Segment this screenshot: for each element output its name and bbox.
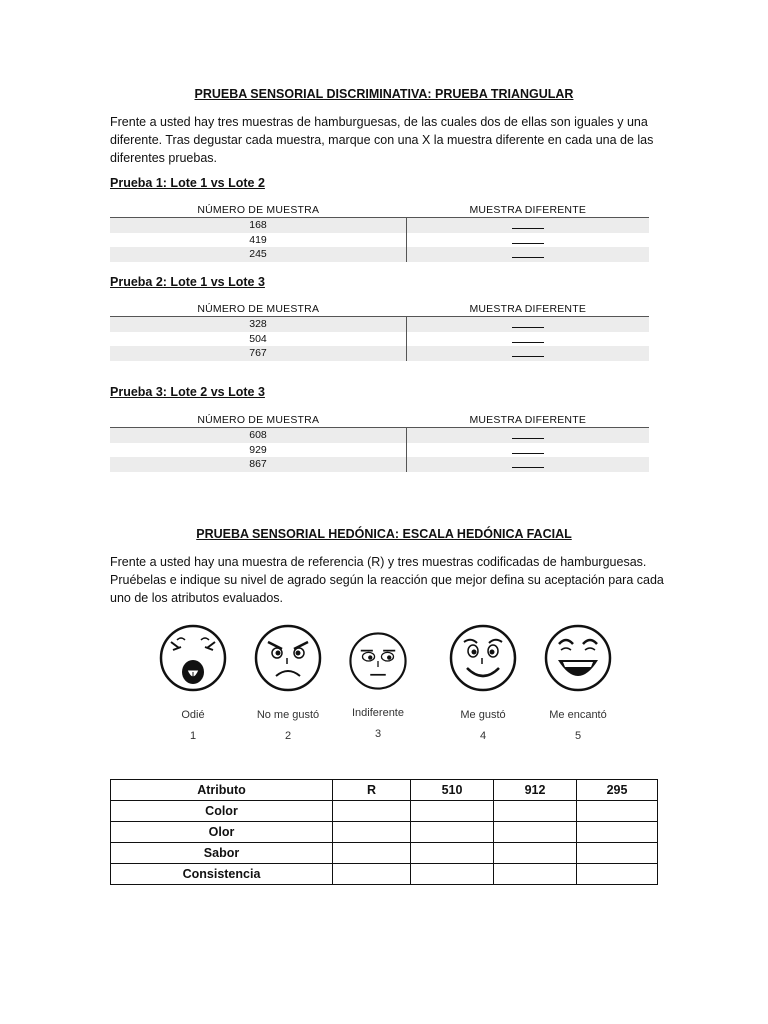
rating-cell[interactable] (333, 843, 411, 864)
test-2-heading: Prueba 2: Lote 1 vs Lote 3 (110, 275, 265, 289)
face-option-5[interactable] (533, 622, 623, 742)
face-label: No me gustó (256, 709, 320, 721)
hedonic-instructions: Frente a usted hay una muestra de referencia (R) y tres muestras codificadas de hamburguesas. Pruébelas e indique su nivel de agrado según la reacción que mejor defina su aceptación para cada uno de los atributos evaluados. (110, 555, 664, 605)
face-value: 5 (574, 730, 582, 742)
rating-table (110, 779, 658, 885)
face-value: 4 (479, 730, 487, 742)
column-header-sample: NÚMERO DE MUESTRA (110, 412, 407, 428)
test-2-table (110, 301, 649, 361)
rating-cell[interactable] (411, 801, 494, 822)
sample-code: 608 (110, 428, 407, 443)
triangular-instructions: Frente a usted hay tres muestras de hamburguesas, de las cuales dos de ellas son iguales y una diferente. Tras degustar cada muestra, marque con una X la muestra diferente en cada una de las diferentes pruebas. (110, 115, 654, 165)
rating-cell[interactable] (577, 864, 658, 885)
attribute-label: Color (111, 801, 333, 822)
answer-blank[interactable] (512, 318, 544, 328)
neutral-face-icon (347, 630, 409, 692)
mark-cell[interactable] (407, 332, 650, 347)
table-row (110, 428, 649, 443)
rating-cell[interactable] (411, 843, 494, 864)
rating-cell[interactable] (577, 843, 658, 864)
table-row (110, 247, 649, 262)
rating-cell[interactable] (333, 822, 411, 843)
hedonic-title: PRUEBA SENSORIAL HEDÓNICA: ESCALA HEDÓNICA FACIAL (196, 527, 572, 541)
dislike-face-icon (252, 622, 324, 694)
sample-code: 328 (110, 317, 407, 332)
table-row (110, 457, 649, 472)
mark-cell[interactable] (407, 317, 650, 332)
facial-scale (148, 622, 628, 762)
face-label: Me gustó (460, 709, 506, 721)
mark-cell[interactable] (407, 247, 650, 262)
table-header-row (111, 780, 658, 801)
table-row (110, 332, 649, 347)
mark-cell[interactable] (407, 233, 650, 248)
rating-cell[interactable] (494, 801, 577, 822)
face-value: 2 (284, 730, 292, 742)
answer-blank[interactable] (512, 234, 544, 244)
mark-cell[interactable] (407, 346, 650, 361)
test-3-heading: Prueba 3: Lote 2 vs Lote 3 (110, 385, 265, 399)
sample-code: 867 (110, 457, 407, 472)
sample-code: 419 (110, 233, 407, 248)
rating-cell[interactable] (333, 801, 411, 822)
face-option-2[interactable] (243, 622, 333, 742)
rating-cell[interactable] (494, 822, 577, 843)
face-label: Odié (181, 709, 205, 721)
table-row (110, 443, 649, 458)
sample-code: 504 (110, 332, 407, 347)
column-header-reference: R (333, 780, 411, 801)
column-header-sample: NÚMERO DE MUESTRA (110, 301, 407, 317)
column-header-sample: 295 (577, 780, 658, 801)
hate-face-icon (157, 622, 229, 694)
rating-cell[interactable] (411, 822, 494, 843)
face-value: 1 (189, 730, 197, 742)
mark-cell[interactable] (407, 428, 650, 443)
table-row (110, 317, 649, 332)
answer-blank[interactable] (512, 219, 544, 229)
table-row (110, 218, 649, 233)
face-option-3[interactable] (333, 622, 423, 740)
rating-cell[interactable] (577, 801, 658, 822)
table-row (111, 864, 658, 885)
test-3-table (110, 412, 649, 472)
test-1-table (110, 202, 649, 262)
answer-blank[interactable] (512, 333, 544, 343)
table-row (111, 801, 658, 822)
sample-code: 929 (110, 443, 407, 458)
column-header-different: MUESTRA DIFERENTE (407, 202, 650, 218)
mark-cell[interactable] (407, 457, 650, 472)
face-label: Indiferente (352, 707, 404, 719)
rating-cell[interactable] (494, 864, 577, 885)
table-row (110, 233, 649, 248)
triangular-title: PRUEBA SENSORIAL DISCRIMINATIVA: PRUEBA TRIANGULAR (194, 87, 574, 101)
sample-code: 168 (110, 218, 407, 233)
rating-cell[interactable] (494, 843, 577, 864)
answer-blank[interactable] (512, 248, 544, 258)
rating-cell[interactable] (411, 864, 494, 885)
column-header-sample: NÚMERO DE MUESTRA (110, 202, 407, 218)
column-header-different: MUESTRA DIFERENTE (407, 412, 650, 428)
answer-blank[interactable] (512, 429, 544, 439)
column-header-different: MUESTRA DIFERENTE (407, 301, 650, 317)
attribute-label: Sabor (111, 843, 333, 864)
column-header-attribute: Atributo (111, 780, 333, 801)
table-row (111, 822, 658, 843)
sample-code: 767 (110, 346, 407, 361)
column-header-sample: 510 (411, 780, 494, 801)
table-row (111, 843, 658, 864)
mark-cell[interactable] (407, 218, 650, 233)
rating-cell[interactable] (577, 822, 658, 843)
answer-blank[interactable] (512, 347, 544, 357)
attribute-label: Olor (111, 822, 333, 843)
sample-code: 245 (110, 247, 407, 262)
attribute-label: Consistencia (111, 864, 333, 885)
face-label: Me encantó (549, 709, 607, 721)
column-header-sample: 912 (494, 780, 577, 801)
answer-blank[interactable] (512, 458, 544, 468)
like-face-icon (447, 622, 519, 694)
face-option-4[interactable] (438, 622, 528, 742)
mark-cell[interactable] (407, 443, 650, 458)
answer-blank[interactable] (512, 444, 544, 454)
face-value: 3 (374, 728, 382, 740)
table-row (110, 346, 649, 361)
love-face-icon (541, 622, 615, 694)
test-1-heading: Prueba 1: Lote 1 vs Lote 2 (110, 176, 265, 190)
face-option-1[interactable] (148, 622, 238, 742)
rating-cell[interactable] (333, 864, 411, 885)
